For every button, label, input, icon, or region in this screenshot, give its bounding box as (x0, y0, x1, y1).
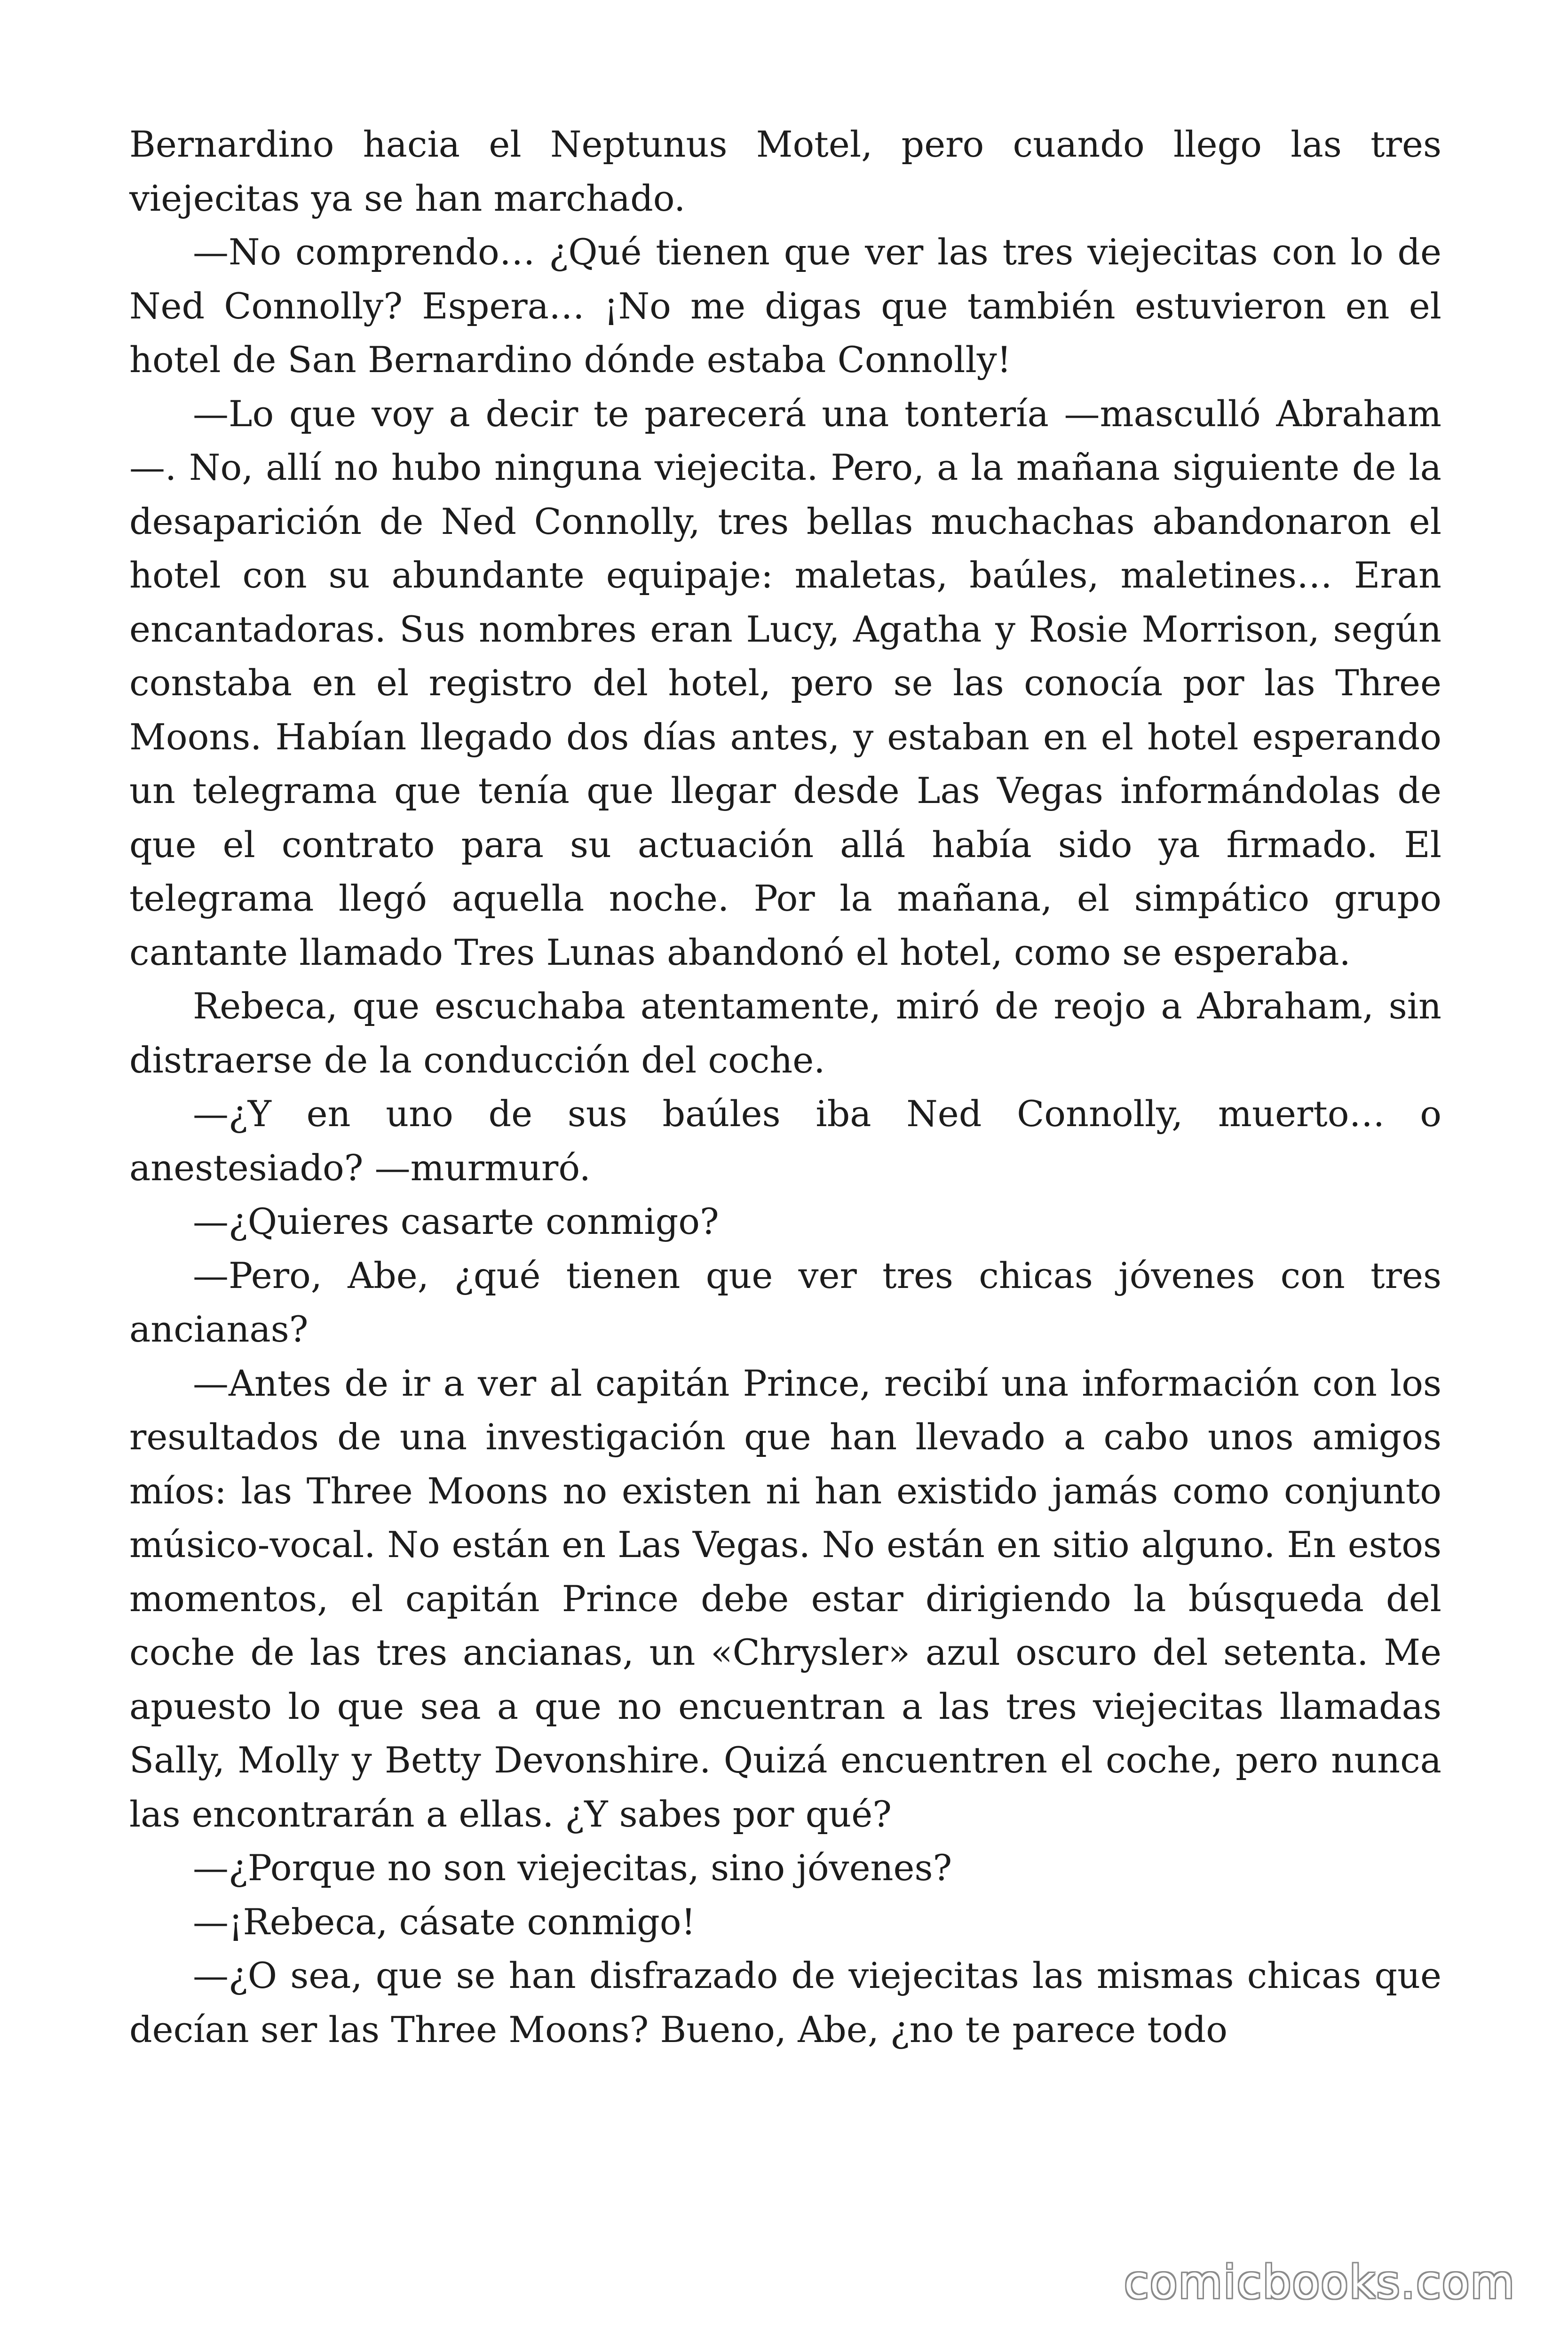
paragraph: —Antes de ir a ver al capitán Prince, recibí una información con los resultados de una investigación que han llevado a cabo unos amigos míos: las Three Moons no existen ni han existido jamás como conjunto músico-vocal. No están en Las Vegas. No están en sitio alguno. En estos momentos, el capitán Prince debe estar dirigiendo la búsqueda del coche de las tres ancianas, un «Chrysler» azul oscuro del setenta. Me apuesto lo que sea a que no encuentran a las tres viejecitas llamadas Sally, Molly y Betty Devonshire. Quizá encuentren el coche, pero nunca las encontrarán a ellas. ¿Y sabes por qué? (129, 1362, 1441, 1835)
book-page-text (129, 118, 1441, 2057)
paragraph: —Lo que voy a decir te parecerá una tontería —masculló Abraham—. No, allí no hubo ninguna viejecita. Pero, a la mañana siguiente de la desaparición de Ned Connolly, tres bellas muchachas abandonaron el hotel con su abundante equipaje: maletas, baúles, maletines… Eran encantadoras. Sus nombres eran Lucy, Agatha y Rosie Morrison, según constaba en el registro del hotel, pero se las conocía por las Three Moons. Habían llegado dos días antes, y estaban en el hotel esperando un telegrama que tenía que llegar desde Las Vegas informándolas de que el contrato para su actuación allá había sido ya firmado. El telegrama llegó aquella noche. Por la mañana, el simpático grupo cantante llamado Tres Lunas abandonó el hotel, como se esperaba. (129, 392, 1441, 973)
paragraph: —¿O sea, que se han disfrazado de viejecitas las mismas chicas que decían ser las Three Moons? Bueno, Abe, ¿no te parece todo (129, 1955, 1441, 2050)
paragraph: —No comprendo… ¿Qué tienen que ver las tres viejecitas con lo de Ned Connolly? Espera… ¡No me digas que también estuvieron en el hotel de San Bernardino dónde estaba Connolly! (129, 231, 1441, 381)
paragraph: —¿Quieres casarte conmigo? (193, 1200, 719, 1242)
paragraph: Bernardino hacia el Neptunus Motel, pero cuando llego las tres viejecitas ya se han marchado. (129, 123, 1441, 219)
paragraph: Rebeca, que escuchaba atentamente, miró de reojo a Abraham, sin distraerse de la conducción del coche. (129, 985, 1441, 1081)
paragraph: —¿Y en uno de sus baúles iba Ned Connolly, muerto… o anestesiado? —murmuró. (129, 1093, 1441, 1189)
paragraph: —Pero, Abe, ¿qué tienen que ver tres chicas jóvenes con tres ancianas? (129, 1254, 1441, 1350)
paragraph: —¿Porque no son viejecitas, sino jóvenes? (193, 1847, 952, 1889)
paragraph: —¡Rebeca, cásate conmigo! (193, 1900, 696, 1943)
watermark: comicbooks.com (1124, 2256, 1515, 2309)
